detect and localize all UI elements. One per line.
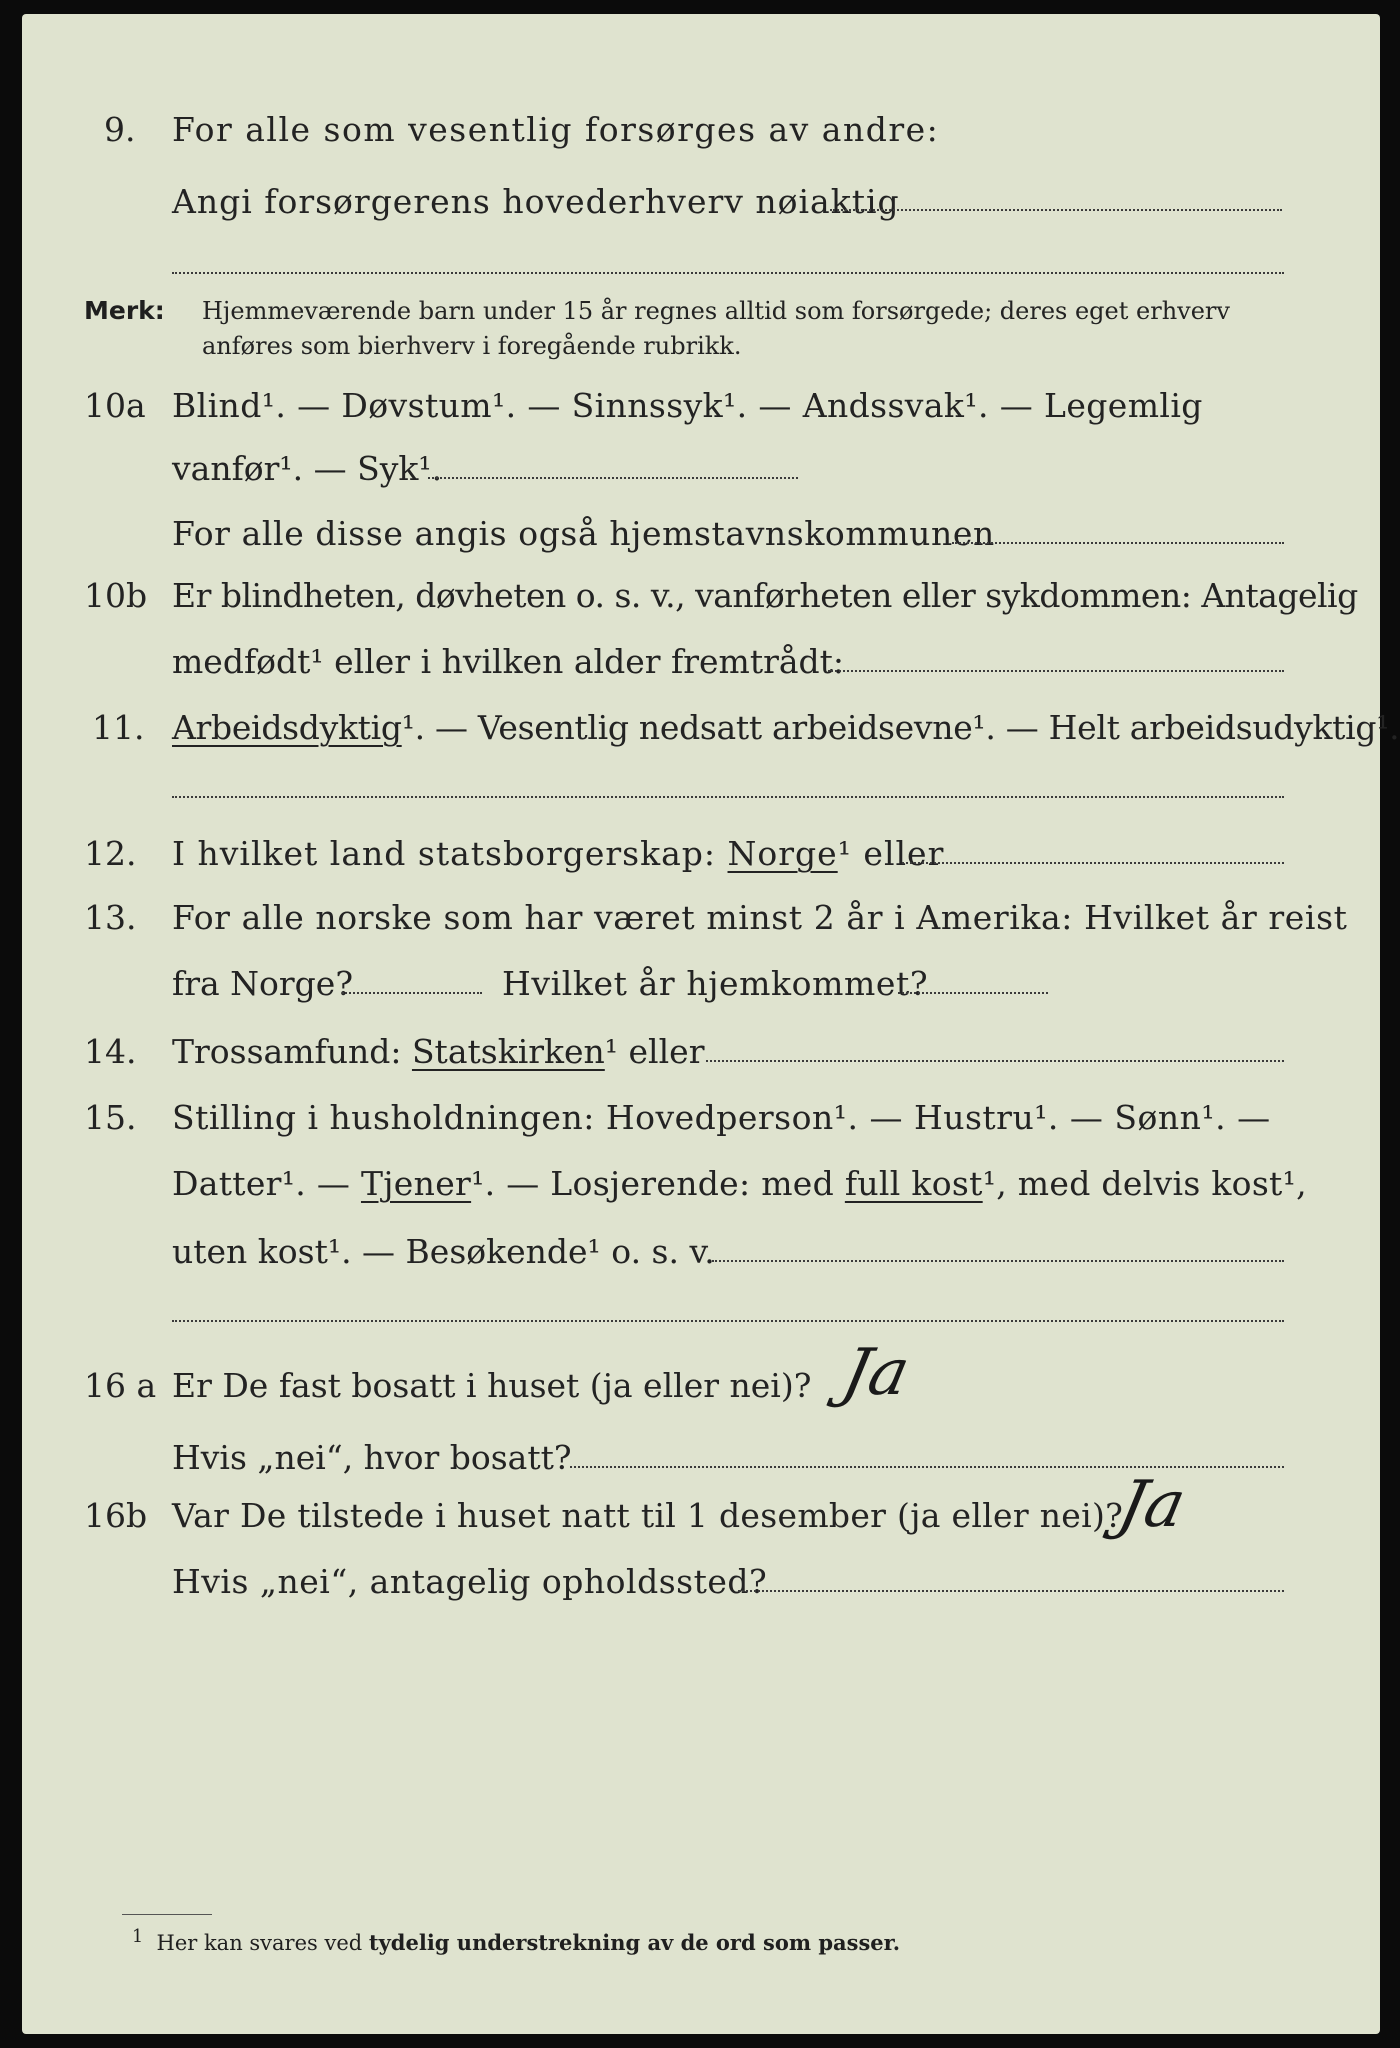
q9-number: 9. — [104, 110, 136, 149]
q10b-line1: Er blindheten, døvheten o. s. v., vanførheten eller sykdommen: Antagelig — [172, 576, 1358, 615]
q12-answer-line[interactable] — [902, 862, 1284, 864]
q16b-answer-line[interactable] — [738, 1590, 1284, 1592]
footnote-rule — [122, 1914, 212, 1915]
q10a-line2: vanfør¹. — Syk¹. — [172, 449, 443, 488]
q10a-syk-answer-line[interactable] — [428, 477, 798, 479]
q16b-handwritten-answer[interactable]: Ja — [1112, 1468, 1192, 1542]
q12-line — [172, 834, 944, 874]
q10a-answer-line[interactable] — [952, 542, 1284, 544]
q14-tail: eller — [628, 1032, 705, 1071]
q16a-line1: Er De fast bosatt i huset (ja eller nei)? — [172, 1366, 812, 1405]
q9-answer-line[interactable] — [830, 209, 1282, 211]
q11-option-arbeidsdyktig[interactable]: Arbeidsdyktig — [172, 708, 402, 747]
q10a-number: 10a — [84, 386, 146, 425]
q12-option-norge[interactable]: Norge — [727, 834, 838, 873]
q13-reist-answer-line[interactable] — [342, 992, 482, 994]
q9-line1: For alle som vesentlig forsørges av andre: — [172, 110, 940, 149]
q13-number: 13. — [84, 898, 137, 937]
q15-answer-line-2[interactable] — [172, 1320, 1284, 1322]
q15-line2c: ¹, med delvis kost¹, — [982, 1164, 1307, 1203]
q11-answer-line[interactable] — [172, 796, 1284, 798]
q13-line2b: Hvilket år hjemkommet? — [502, 964, 929, 1003]
q14-sup: ¹ — [604, 1032, 619, 1071]
q13-hjemkommet-answer-line[interactable] — [898, 992, 1048, 994]
q9-answer-line-2[interactable] — [172, 272, 1284, 274]
q12-text: I hvilket land statsborgerskap: — [172, 834, 717, 873]
q11-line — [172, 708, 1399, 748]
q10b-line2: medfødt¹ eller i hvilken alder fremtrådt: — [172, 642, 845, 681]
q16b-line1: Var De tilstede i huset natt til 1 desember (ja eller nei)? — [172, 1496, 1124, 1535]
q15-line1: Stilling i husholdningen: Hovedperson¹. — Hustru¹. — Sønn¹. — — [172, 1098, 1271, 1137]
q15-line2b: ¹. — Losjerende: med — [471, 1164, 835, 1203]
q16a-number: 16 a — [84, 1366, 157, 1405]
q15-number: 15. — [84, 1098, 137, 1137]
q11-rest: ¹. — Vesentlig nedsatt arbeidsevne¹. — Helt arbeidsudyktig¹. — [401, 708, 1400, 747]
footnote-text-a: Her kan svares ved — [156, 1931, 363, 1955]
q15-option-full-kost[interactable]: full kost — [844, 1164, 983, 1203]
footnote-mark: 1 — [132, 1927, 144, 1947]
q15-answer-line[interactable] — [712, 1260, 1284, 1262]
footnote-text-b: tydelig understrekning av de ord som passer. — [368, 1930, 901, 1955]
q16b-number: 16b — [84, 1496, 148, 1535]
merk-line1: Hjemmeværende barn under 15 år regnes alltid som forsørgede; deres eget erhverv — [202, 297, 1230, 325]
q15-line2 — [172, 1164, 1307, 1204]
q14-option-statskirken[interactable]: Statskirken — [411, 1032, 605, 1071]
q15-option-tjener[interactable]: Tjener — [360, 1164, 472, 1203]
q12-number: 12. — [84, 834, 137, 873]
q15-line2a: Datter¹. — — [172, 1164, 351, 1203]
q9-line2: Angi forsørgerens hovederhverv nøiaktig — [172, 182, 900, 221]
q16a-line2: Hvis „nei“, hvor bosatt? — [172, 1438, 572, 1477]
q10b-number: 10b — [84, 576, 148, 615]
q16a-handwritten-answer[interactable]: Ja — [836, 1336, 916, 1410]
q14-answer-line[interactable] — [706, 1060, 1284, 1062]
q15-line3: uten kost¹. — Besøkende¹ o. s. v. — [172, 1232, 715, 1271]
q12-sup: ¹ — [837, 834, 852, 873]
q10a-line1: Blind¹. — Døvstum¹. — Sinnssyk¹. — Andssvak¹. — Legemlig — [172, 386, 1203, 425]
q10a-line3: For alle disse angis også hjemstavnskommunen — [172, 514, 995, 553]
q16b-line2: Hvis „nei“, antagelig opholdssted? — [172, 1562, 768, 1601]
q12-tail: eller — [863, 834, 945, 873]
merk-line2: anføres som bierhverv i foregående rubrikk. — [202, 332, 742, 360]
q14-line — [172, 1032, 704, 1072]
q10b-answer-line[interactable] — [828, 670, 1284, 672]
q13-line2a: fra Norge? — [172, 964, 354, 1003]
q13-line1: For alle norske som har været minst 2 år i Amerika: Hvilket år reist — [172, 898, 1348, 937]
footnote — [132, 1924, 900, 1956]
q11-number: 11. — [92, 708, 145, 747]
q14-number: 14. — [84, 1032, 137, 1071]
census-form-page — [22, 14, 1400, 2034]
q14-text: Trossamfund: — [172, 1032, 402, 1071]
merk-label: Merk: — [84, 296, 165, 325]
